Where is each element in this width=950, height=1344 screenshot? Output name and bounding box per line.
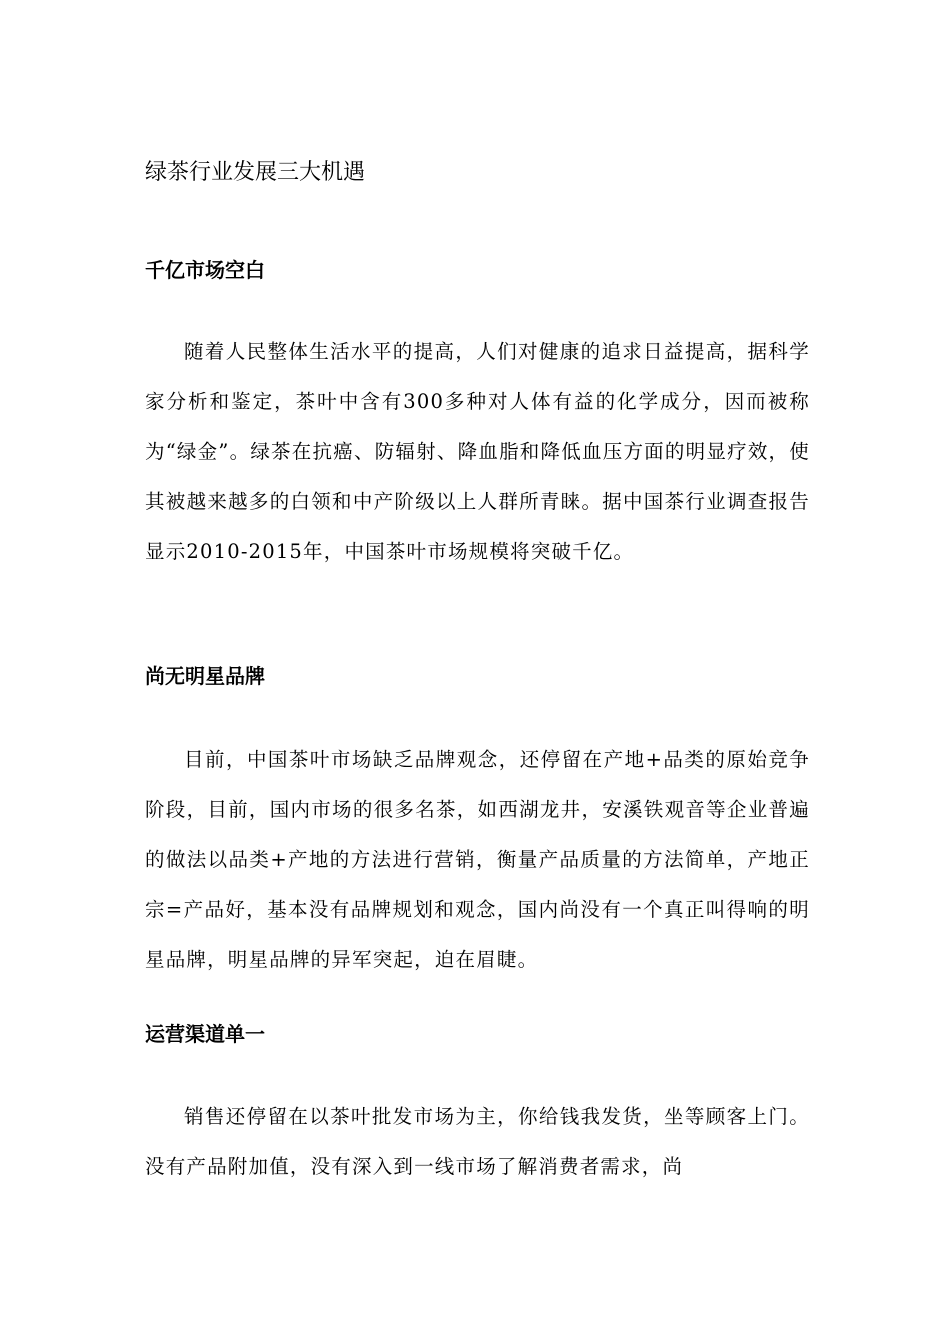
section-body-market-gap: 随着人民整体生活水平的提高，人们对健康的追求日益提高，据科学家分析和鉴定，茶叶中含有300多种对人体有益的化学成分，因而被称为“绿金”。绿茶在抗癌、防辐射、降血脂和降低血压方面的明显疗效，使其被越来越多的白领和中产阶级以上人群所青睐。据中国茶行业调查报告显示2010-2015年，中国茶叶市场规模将突破千亿。: [145, 340, 810, 563]
document-title: 绿茶行业发展三大机遇: [145, 160, 366, 185]
section-heading-no-star-brand: 尚无明星品牌: [145, 664, 265, 688]
section-body-single-channel: 销售还停留在以茶叶批发市场为主，你给钱我发货，坐等顾客上门。没有产品附加值，没有深入到一线市场了解消费者需求，尚: [145, 1105, 810, 1178]
section-heading-single-channel: 运营渠道单一: [145, 1022, 265, 1046]
section-body-no-star-brand: 目前，中国茶叶市场缺乏品牌观念，还停留在产地+品类的原始竞争阶段，目前，国内市场的很多名茶，如西湖龙井，安溪铁观音等企业普遍的做法以品类+产地的方法进行营销，衡量产品质量的方法简单，产地正宗=产品好，基本没有品牌规划和观念，国内尚没有一个真正叫得响的明星品牌，明星品牌的异军突起，迫在眉睫。: [145, 748, 810, 971]
section-heading-market-gap: 千亿市场空白: [145, 258, 265, 282]
